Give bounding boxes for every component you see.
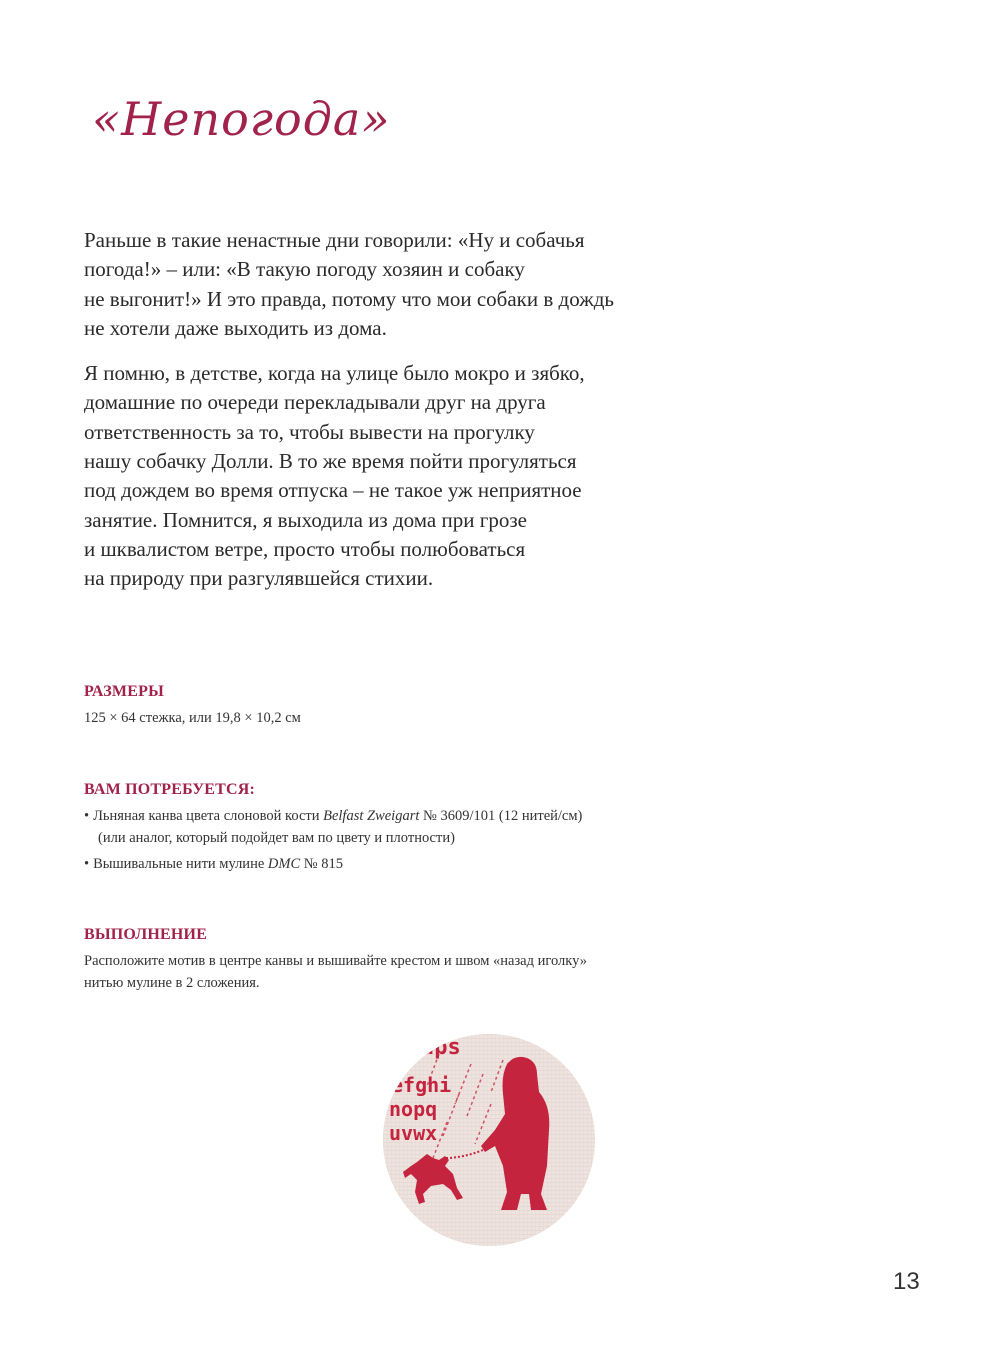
bullet: • [84, 808, 90, 824]
materials-list [84, 805, 784, 875]
text-line: Раньше в такие ненастные дни говорили: «Ну и собачья [84, 228, 585, 252]
text-line: и шквалистом ветре, просто чтобы полюбоваться [84, 536, 526, 561]
list-item [84, 805, 784, 849]
text-line: занятие. Помнится, я выходила из дома при грозе [84, 507, 527, 532]
stitched-letters: efghi [391, 1073, 452, 1097]
text-line: под дождем во время отпуска – не такое уж неприятное [84, 478, 582, 503]
text-line: на природу при разгулявшейся стихии. [84, 566, 434, 591]
intro-paragraph-2 [84, 359, 804, 593]
item-text: № 3609/101 (12 нитей/см) [419, 808, 583, 824]
item-text: Вышивальные нити мулине [93, 856, 268, 872]
brand-name: Belfast Zweigart [323, 808, 420, 824]
brand-name: DMC [267, 856, 301, 872]
item-text: № 815 [300, 856, 343, 872]
page-title: «Непогода» [92, 92, 391, 146]
sizes-section [84, 683, 784, 729]
bullet: • [84, 856, 90, 872]
stitched-letters: nopq [389, 1097, 438, 1121]
sizes-text: 125 × 64 стежка, или 19,8 × 10,2 см [84, 710, 301, 726]
embroidery-illustration [383, 1034, 595, 1246]
item-note: (или аналог, который подойдет вам по цвету и плотности) [98, 830, 455, 846]
stitched-letters: uvwx [389, 1121, 438, 1145]
embroidery-photo [383, 1034, 595, 1246]
text-line: Я помню, в детстве, когда на улице было мокро и зябко, [84, 361, 585, 386]
page-number: 13 [893, 1268, 920, 1295]
text-line: домашние по очереди перекладывали друг на друга [84, 390, 546, 415]
execution-heading: ВЫПОЛНЕНИЕ [84, 926, 208, 943]
text-line: Расположите мотив в центре канвы и вышивайте крестом и швом «назад иголку» [84, 953, 587, 969]
text-line: погода!» – или: «В такую погоду хозяин и собаку [84, 257, 525, 282]
stitched-letters: ups [421, 1035, 461, 1060]
execution-text [84, 950, 784, 994]
materials-heading: ВАМ ПОТРЕБУЕТСЯ: [84, 781, 256, 798]
text-line: нашу собачку Долли. В то же время пойти прогуляться [84, 449, 577, 474]
text-line: не хотели даже выходить из дома. [84, 315, 387, 340]
item-text: Льняная канва цвета слоновой кости [93, 808, 324, 824]
intro-text [84, 226, 804, 610]
materials-section [84, 781, 784, 879]
list-item [84, 853, 784, 875]
sizes-heading: РАЗМЕРЫ [84, 683, 164, 700]
text-line: нитью мулине в 2 сложения. [84, 975, 260, 991]
text-line: не выгонит!» И это правда, потому что мои собаки в дождь [84, 286, 614, 311]
intro-paragraph-1 [84, 226, 804, 343]
text-line: ответственность за то, чтобы вывести на прогулку [84, 419, 535, 444]
execution-section [84, 926, 784, 994]
